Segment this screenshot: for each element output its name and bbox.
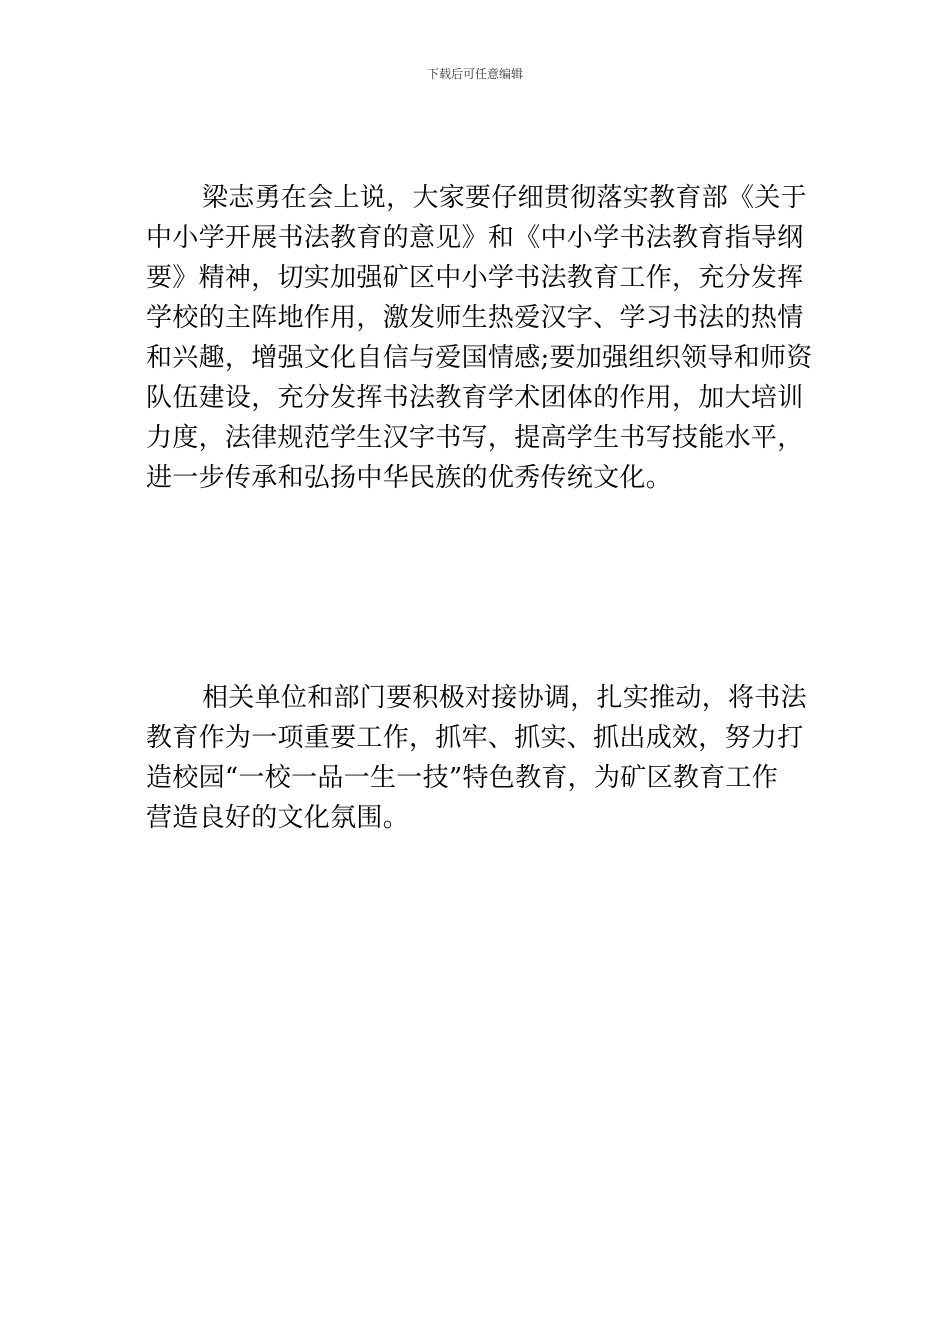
paragraph-line: 力度，法律规范学生汉字书写，提高学生书写技能水平， [146, 423, 804, 453]
paragraph-line: 进一步传承和弘扬中华民族的优秀传统文化。 [146, 463, 673, 493]
paragraph-2 [146, 678, 806, 838]
paragraph-line: 营造良好的文化氛围。 [146, 803, 410, 833]
paragraph-1 [146, 178, 813, 498]
paragraph-line: 和兴趣，增强文化自信与爱国情感;要加强组织领导和师资 [146, 343, 813, 373]
paragraph-line: 队伍建设，充分发挥书法教育学术团体的作用，加大培训 [146, 383, 804, 413]
paragraph-line: 梁志勇在会上说，大家要仔细贯彻落实教育部《关于 [202, 183, 807, 213]
paragraph-line: 要》精神，切实加强矿区中小学书法教育工作，充分发挥 [146, 263, 804, 293]
paragraph-line: 学校的主阵地作用，激发师生热爱汉字、学习书法的热情 [146, 303, 804, 333]
paragraph-line: 教育作为一项重要工作，抓牢、抓实、抓出成效，努力打 [146, 723, 804, 753]
paragraph-line: 造校园“一校一品一生一技”特色教育，为矿区教育工作 [146, 763, 779, 793]
paragraph-line: 相关单位和部门要积极对接协调，扎实推动，将书法 [202, 683, 807, 713]
header-note: 下载后可任意编辑 [426, 67, 523, 81]
paragraph-line: 中小学开展书法教育的意见》和《中小学书法教育指导纲 [146, 223, 804, 253]
